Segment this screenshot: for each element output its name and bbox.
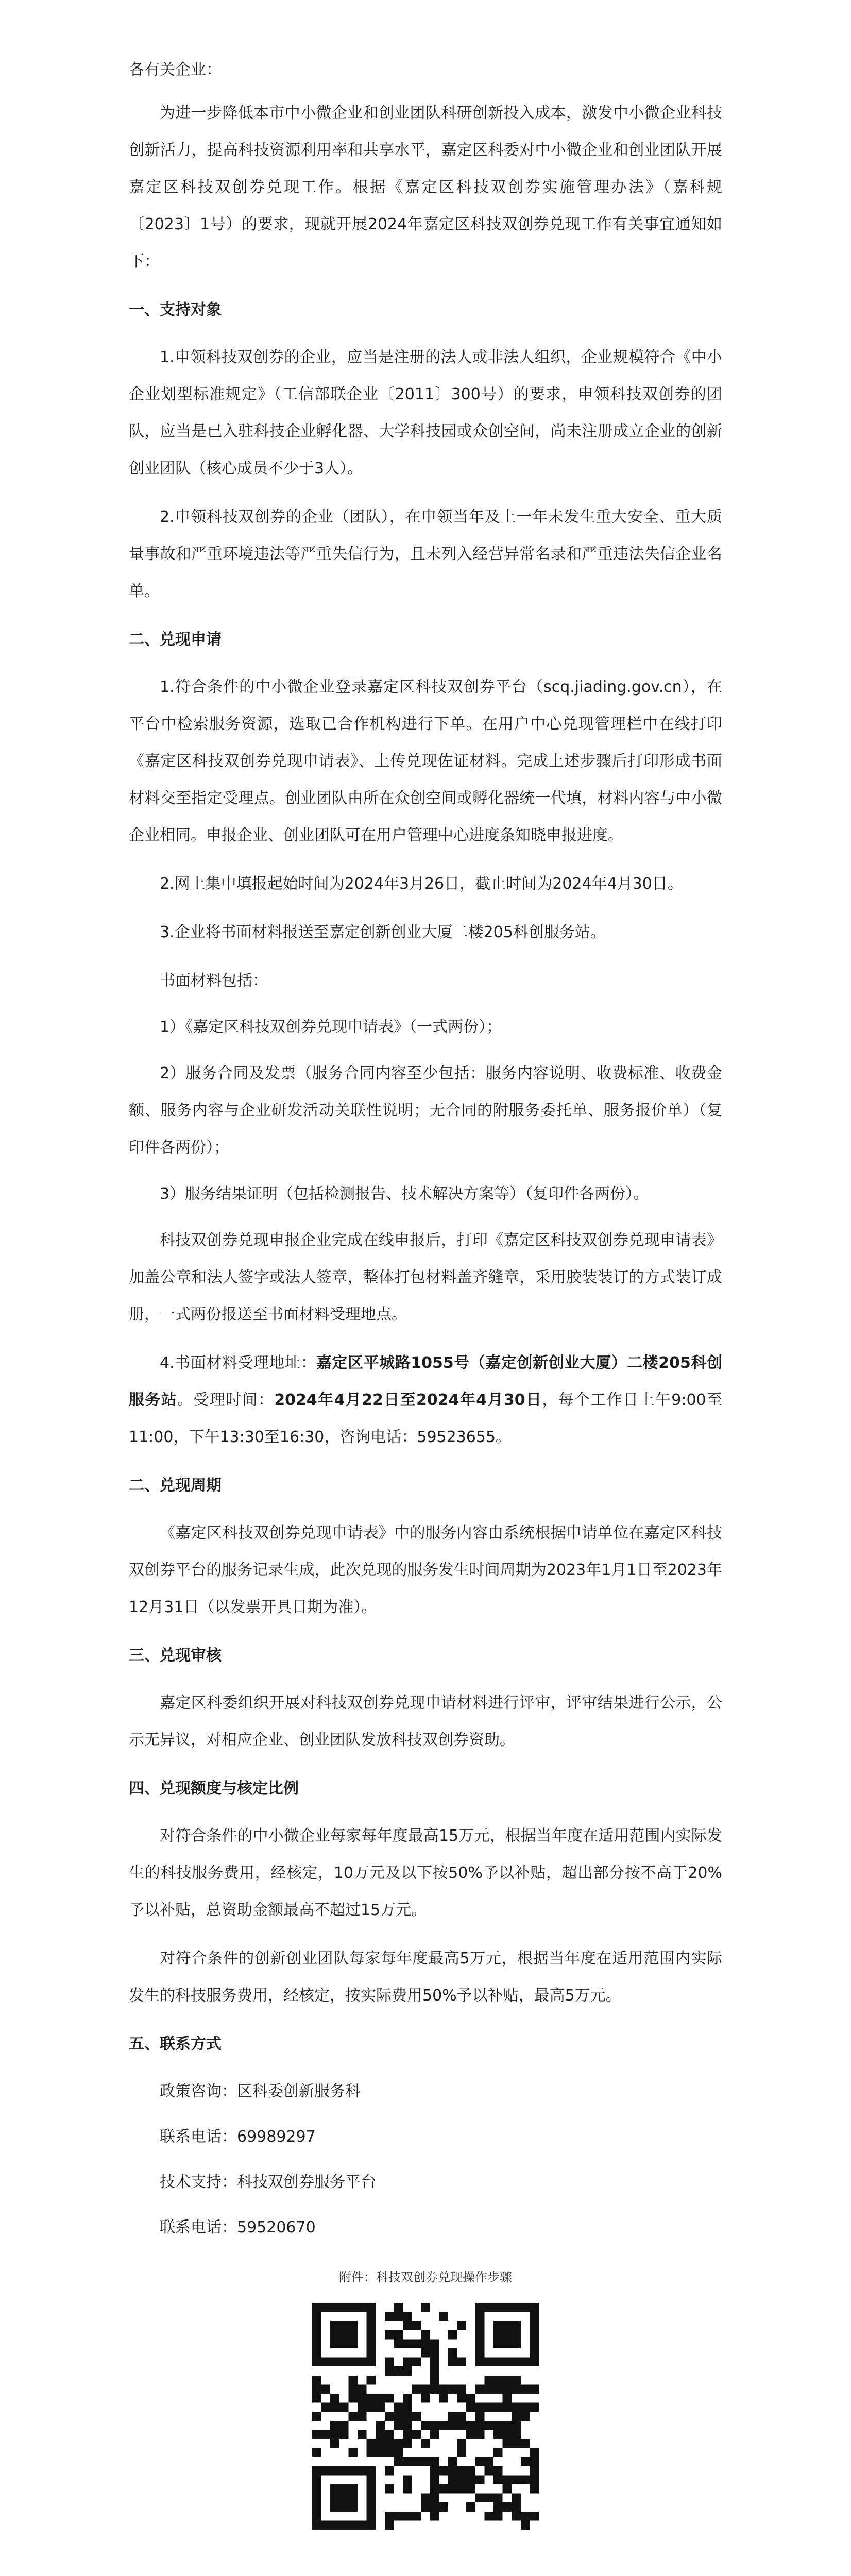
attachment-caption: 附件：科技双创券兑现操作步骤: [339, 2270, 512, 2284]
support-item: 2.申领科技双创券的企业（团队），在申领当年及上一年未发生重大安全、重大质量事故和严重环境违法等严重失信行为，且未列入经营异常名录和严重违法失信企业名单。: [129, 508, 722, 600]
review-paragraph: 嘉定区科委组织开展对科技双创券兑现申请材料进行评审，评审结果进行公示，公示无异议，对相应企业、创业团队发放科技双创券资助。: [129, 1694, 722, 1749]
apply-item: 3.企业将书面材料报送至嘉定创新创业大厦二楼205科创服务站。: [160, 923, 606, 941]
contact-line: 联系电话：59520670: [160, 2218, 316, 2236]
section-apply-title: 二、兑现申请: [129, 631, 222, 649]
materials-title: 书面材料包括：: [160, 972, 268, 990]
section-period-title: 二、兑现周期: [129, 1477, 222, 1495]
salutation: 各有关企业：: [129, 61, 222, 79]
qr-code-icon[interactable]: [312, 2303, 539, 2530]
consult-title: [129, 2571, 722, 2576]
apply-item: 1.符合条件的中小微企业登录嘉定区科技双创券平台（scq.jiading.gov.cn），在平台中检索服务资源，选取已合作机构进行下单。在用户中心兑现管理栏中在线打印《嘉定区科技双创券兑现申请表》、上传兑现佐证材料。完成上述步骤后打印形成书面材料交至指定受理点。创业团队由所在众创空间或孵化器统一代填，材料内容与中小微企业相同。申报企业、创业团队可在用户管理中心进度条知晓申报进度。: [129, 678, 722, 844]
material-item: 2）服务合同及发票（服务合同内容至少包括：服务内容说明、收费标准、收费金额、服务内容与企业研发活动关联性说明；无合同的附服务委托单、服务报价单）（复印件各两份）；: [129, 1064, 722, 1157]
intro-paragraph: 为进一步降低本市中小微企业和创业团队科研创新投入成本，激发中小微企业科技创新活力，提高科技资源利用率和共享水平，嘉定区科委对中小微企业和创业团队开展嘉定区科技双创券兑现工作。根据《嘉定区科技双创券实施管理办法》（嘉科规〔2023〕1号）的要求，现就开展2024年嘉定区科技双创券兑现工作有关事宜通知如下：: [129, 104, 722, 270]
contact-line: 联系电话：69989297: [160, 2128, 316, 2146]
apply-item: 2.网上集中填报起始时间为2024年3月26日，截止时间为2024年4月30日。: [160, 875, 683, 893]
contact-line: 技术支持：科技双创券服务平台: [160, 2173, 376, 2191]
section-contact-title: 五、联系方式: [129, 2035, 222, 2053]
material-item: 3）服务结果证明（包括检测报告、技术解决方案等）（复印件各两份）。: [160, 1185, 649, 1203]
qr-code-container: [129, 2303, 722, 2530]
site-address: 嘉定区平城路1055号（嘉定创新创业大厦）二楼205科创服务站: [129, 1354, 722, 1409]
binding-paragraph: 科技双创券兑现申报企业完成在线申报后，打印《嘉定区科技双创券兑现申请表》加盖公章和法人签字或法人签章，整体打包材料盖齐缝章，采用胶装装订的方式装订成册，一式两份报送至书面材料受理地点。: [129, 1231, 722, 1324]
section-support-title: 一、支持对象: [129, 301, 222, 319]
support-item: 1.申领科技双创券的企业，应当是注册的法人或非法人组织，企业规模符合《中小企业划型标准规定》（工信部联企业〔2011〕300号）的要求，申领科技双创券的团队，应当是已入驻科技企业孵化器、大学科技园或众创空间，尚未注册成立企业的创新创业团队（核心成员不少于3人）。: [129, 348, 722, 478]
submission-site: [129, 1345, 722, 1456]
site-mid: 。受理时间：: [177, 1391, 275, 1409]
site-suffix: ，每个工作日上午9:00至11:00，下午13:30至16:30，咨询电话：59523655。: [129, 1391, 722, 1446]
amount-item: 对符合条件的创新创业团队每家每年度最高5万元，根据当年度在适用范围内实际发生的科技服务费用，经核定，按实际费用50%予以补贴，最高5万元。: [129, 1950, 722, 2005]
period-paragraph: 《嘉定区科技双创券兑现申请表》中的服务内容由系统根据申请单位在嘉定区科技双创券平台的服务记录生成，此次兑现的服务发生时间周期为2023年1月1日至2023年12月31日（以发票开具日期为准）。: [129, 1524, 722, 1616]
amount-item: 对符合条件的中小微企业每家每年度最高15万元，根据当年度在适用范围内实际发生的科技服务费用，经核定，10万元及以下按50%予以补贴，超出部分按不高于20%予以补贴，总资助金额最高不超过15万元。: [129, 1827, 722, 1919]
contact-line: 政策咨询：区科委创新服务科: [160, 2082, 361, 2100]
material-item: 1）《嘉定区科技双创券兑现申请表》（一式两份）；: [160, 1018, 502, 1036]
section-amount-title: 四、兑现额度与核定比例: [129, 1780, 299, 1798]
site-prefix: 4.书面材料受理地址：: [160, 1354, 317, 1372]
site-dates: 2024年4月22日至2024年4月30日: [274, 1391, 542, 1409]
section-review-title: 三、兑现审核: [129, 1647, 222, 1665]
